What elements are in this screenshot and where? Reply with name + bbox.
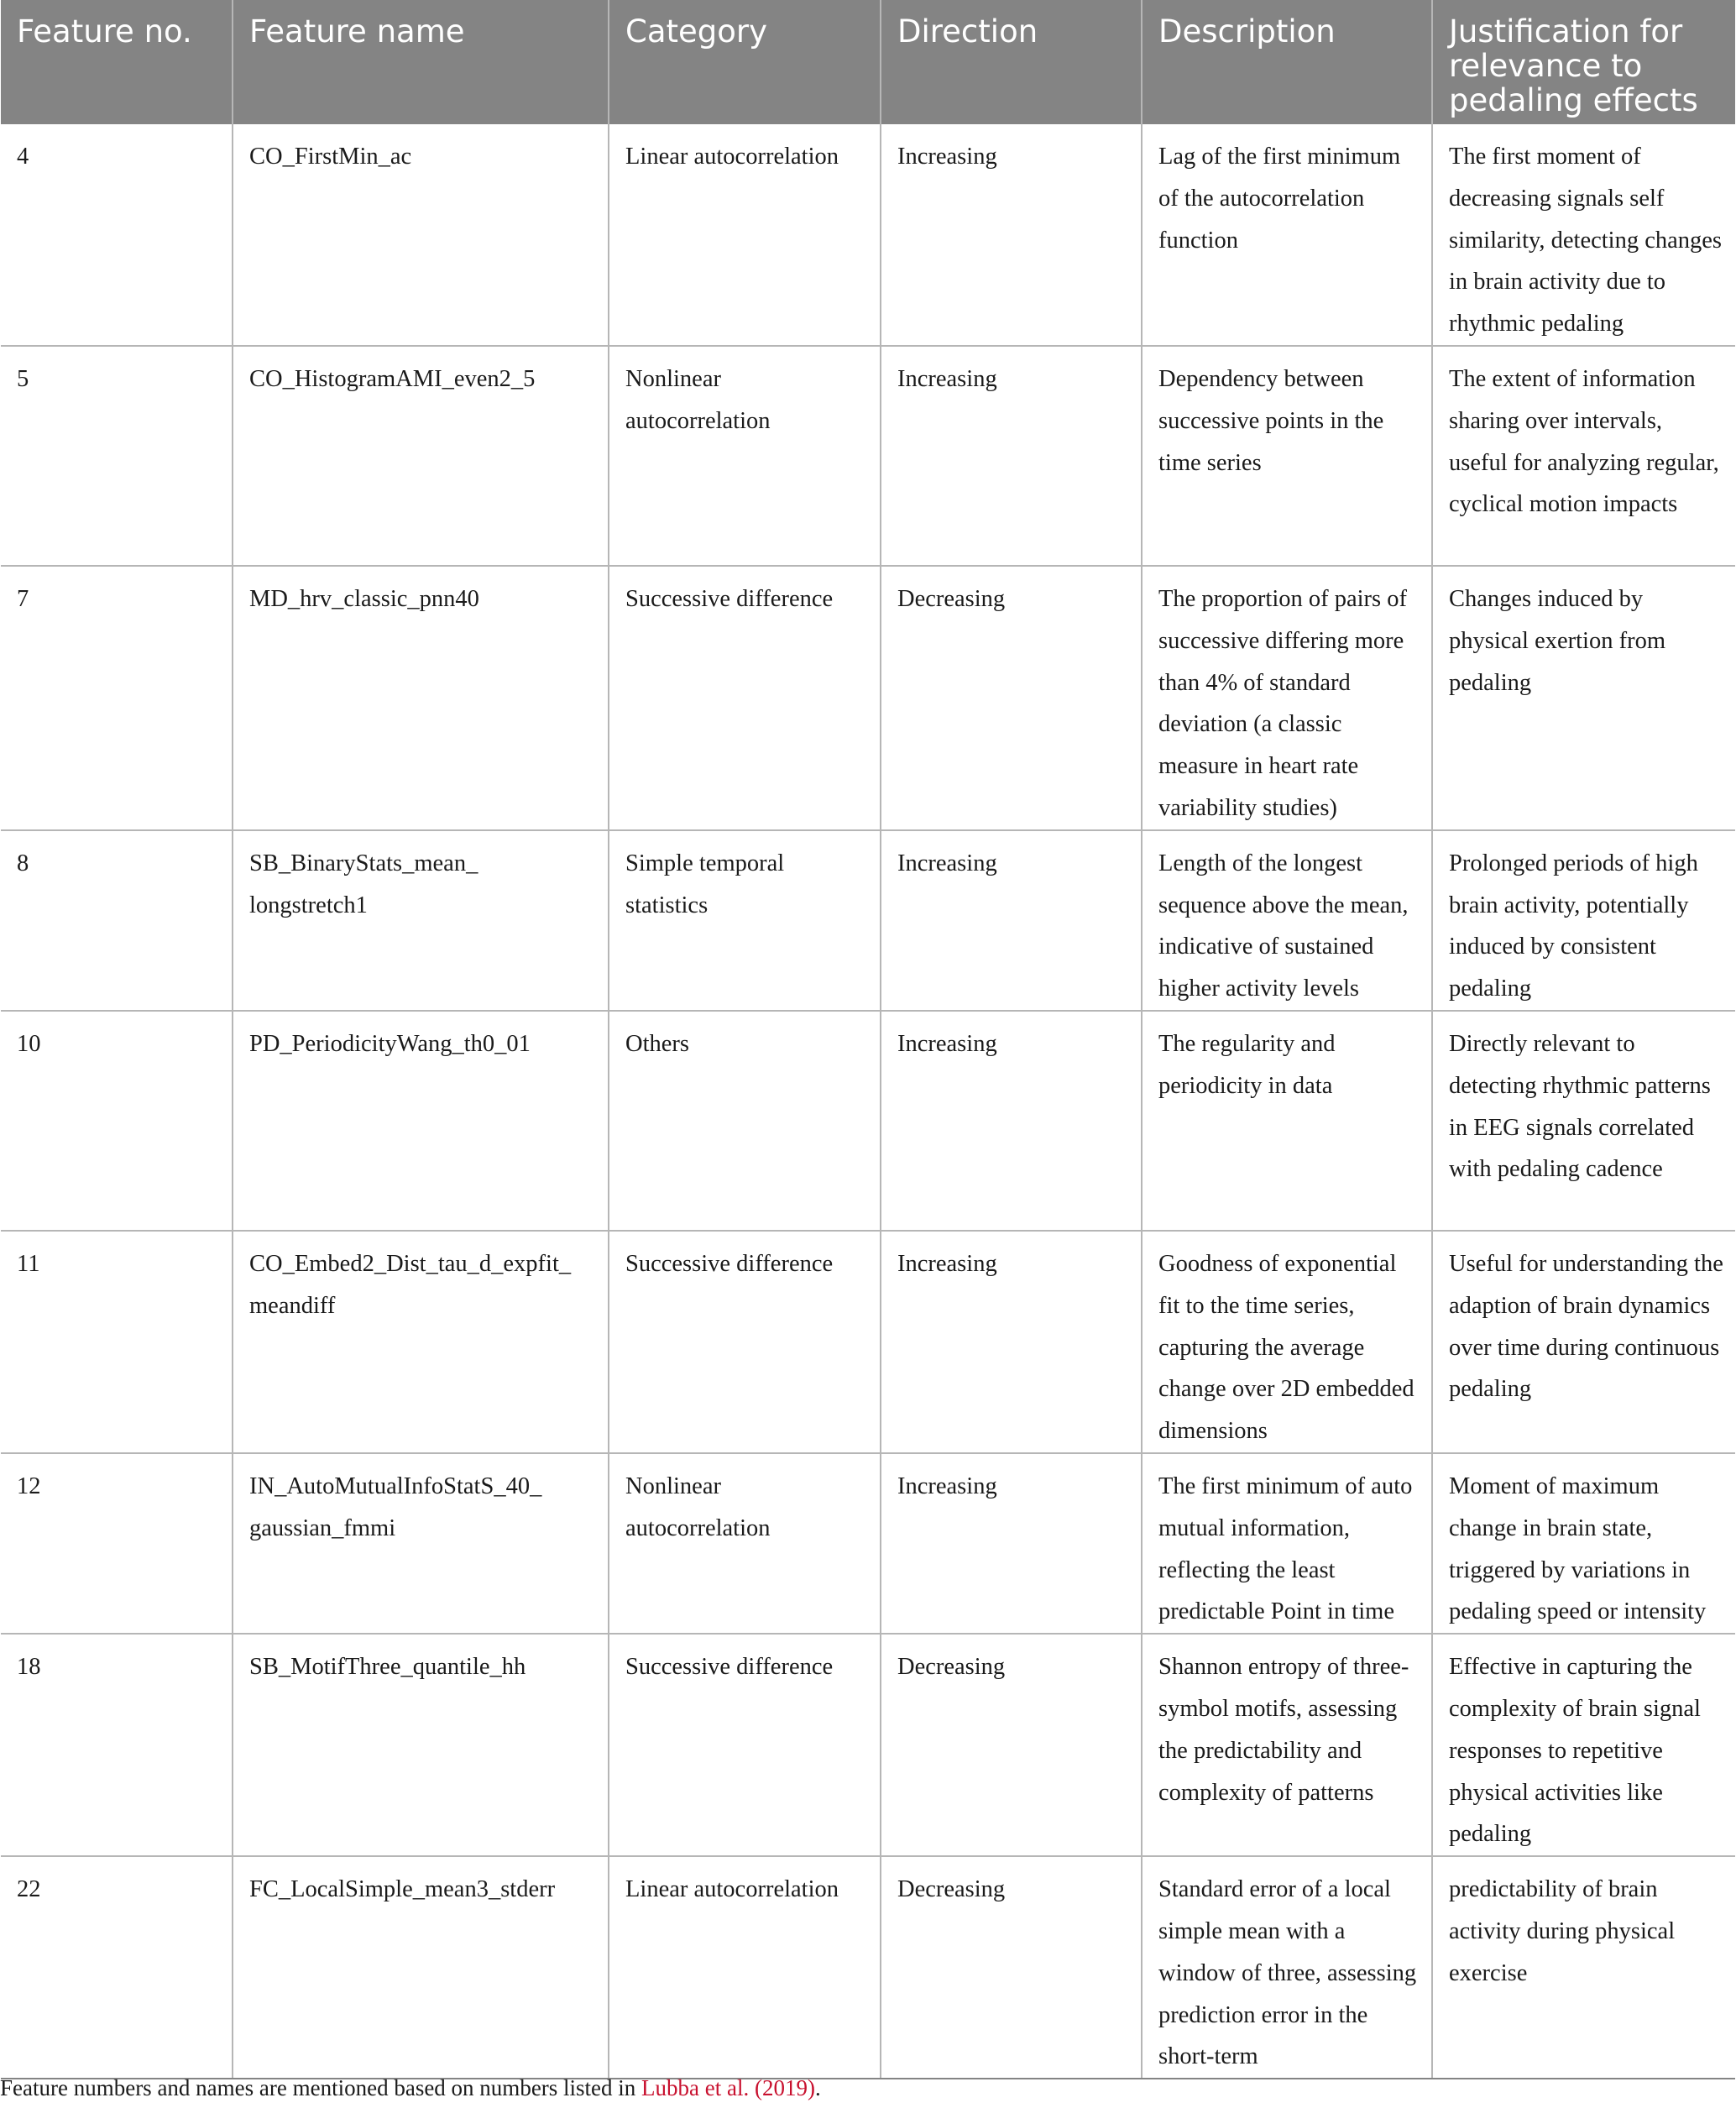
cell-category: Successive difference [609, 1231, 881, 1453]
cell-description: Goodness of exponential fit to the time series, capturing the average change over 2D embedded dimensions [1142, 1231, 1432, 1453]
footnote-suffix: . [814, 2075, 821, 2100]
header-direction: Direction [881, 0, 1142, 124]
table-row [1, 1231, 1735, 1453]
cell-feature-no: 4 [1, 124, 233, 346]
cell-feature-name: FC_LocalSimple_mean3_stderr [233, 1856, 609, 2079]
cell-category: Successive difference [609, 1634, 881, 1856]
cell-description: The proportion of pairs of successive differing more than 4% of standard deviation (a classic measure in heart rate variability studies) [1142, 566, 1432, 830]
cell-feature-name: PD_PeriodicityWang_th0_01 [233, 1011, 609, 1231]
table-row [1, 346, 1735, 566]
cell-description: Standard error of a local simple mean with a window of three, assessing prediction error in the short-term [1142, 1856, 1432, 2079]
cell-justification: Changes induced by physical exertion from pedaling [1432, 566, 1735, 830]
table-body [1, 124, 1735, 2079]
cell-direction: Increasing [881, 1231, 1142, 1453]
cell-justification: Prolonged periods of high brain activity, potentially induced by consistent pedaling [1432, 830, 1735, 1011]
cell-justification: Useful for understanding the adaption of brain dynamics over time during continuous pedaling [1432, 1231, 1735, 1453]
cell-direction: Increasing [881, 830, 1142, 1011]
cell-direction: Increasing [881, 1011, 1142, 1231]
table-row [1, 124, 1735, 346]
cell-category: Linear autocorrelation [609, 1856, 881, 2079]
cell-direction: Decreasing [881, 566, 1142, 830]
cell-description: Shannon entropy of three-symbol motifs, assessing the predictability and complexity of patterns [1142, 1634, 1432, 1856]
cell-category: Nonlinear autocorrelation [609, 1453, 881, 1634]
header-justification: Justification for relevance to pedaling effects [1432, 0, 1735, 124]
cell-justification: The extent of information sharing over intervals, useful for analyzing regular, cyclical motion impacts [1432, 346, 1735, 566]
header-feature-no: Feature no. [1, 0, 233, 124]
cell-feature-no: 10 [1, 1011, 233, 1231]
table-row [1, 1634, 1735, 1856]
cell-category: Simple temporal statistics [609, 830, 881, 1011]
cell-justification: The first moment of decreasing signals self similarity, detecting changes in brain activity due to rhythmic pedaling [1432, 124, 1735, 346]
cell-justification: Effective in capturing the complexity of brain signal responses to repetitive physical activities like pedaling [1432, 1634, 1735, 1856]
cell-feature-name: CO_Embed2_Dist_tau_d_expfit_ meandiff [233, 1231, 609, 1453]
cell-category: Linear autocorrelation [609, 124, 881, 346]
header-feature-name: Feature name [233, 0, 609, 124]
cell-feature-no: 18 [1, 1634, 233, 1856]
header-description: Description [1142, 0, 1432, 124]
cell-justification: Moment of maximum change in brain state, triggered by variations in pedaling speed or intensity [1432, 1453, 1735, 1634]
table-row [1, 1856, 1735, 2079]
cell-feature-no: 5 [1, 346, 233, 566]
cell-justification: predictability of brain activity during physical exercise [1432, 1856, 1735, 2079]
cell-description: Dependency between successive points in the time series [1142, 346, 1432, 566]
cell-feature-name: CO_HistogramAMI_even2_5 [233, 346, 609, 566]
cell-feature-name: SB_BinaryStats_mean_ longstretch1 [233, 830, 609, 1011]
cell-category: Others [609, 1011, 881, 1231]
cell-description: Lag of the first minimum of the autocorrelation function [1142, 124, 1432, 346]
table-row [1, 1453, 1735, 1634]
table-row [1, 830, 1735, 1011]
cell-feature-name: CO_FirstMin_ac [233, 124, 609, 346]
cell-feature-name: MD_hrv_classic_pnn40 [233, 566, 609, 830]
header-row [1, 0, 1735, 124]
cell-description: The regularity and periodicity in data [1142, 1011, 1432, 1231]
cell-feature-no: 12 [1, 1453, 233, 1634]
table-row [1, 566, 1735, 830]
cell-feature-no: 22 [1, 1856, 233, 2079]
table-row [1, 1011, 1735, 1231]
cell-feature-no: 11 [1, 1231, 233, 1453]
header-category: Category [609, 0, 881, 124]
cell-feature-no: 8 [1, 830, 233, 1011]
cell-description: Length of the longest sequence above the mean, indicative of sustained higher activity levels [1142, 830, 1432, 1011]
cell-category: Nonlinear autocorrelation [609, 346, 881, 566]
cell-direction: Increasing [881, 1453, 1142, 1634]
footnote-text: Feature numbers and names are mentioned based on numbers listed in [0, 2075, 642, 2100]
cell-feature-name: IN_AutoMutualInfoStatS_40_ gaussian_fmmi [233, 1453, 609, 1634]
cell-direction: Increasing [881, 124, 1142, 346]
feature-table [1, 0, 1735, 2079]
cell-justification: Directly relevant to detecting rhythmic patterns in EEG signals correlated with pedaling cadence [1432, 1011, 1735, 1231]
cell-feature-name: SB_MotifThree_quantile_hh [233, 1634, 609, 1856]
cell-direction: Decreasing [881, 1634, 1142, 1856]
cell-direction: Increasing [881, 346, 1142, 566]
table-footnote [0, 2074, 821, 2102]
cell-description: The first minimum of auto mutual information, reflecting the least predictable Point in time [1142, 1453, 1432, 1634]
cell-feature-no: 7 [1, 566, 233, 830]
citation-link[interactable]: Lubba et al. (2019) [641, 2075, 815, 2100]
cell-category: Successive difference [609, 566, 881, 830]
cell-direction: Decreasing [881, 1856, 1142, 2079]
